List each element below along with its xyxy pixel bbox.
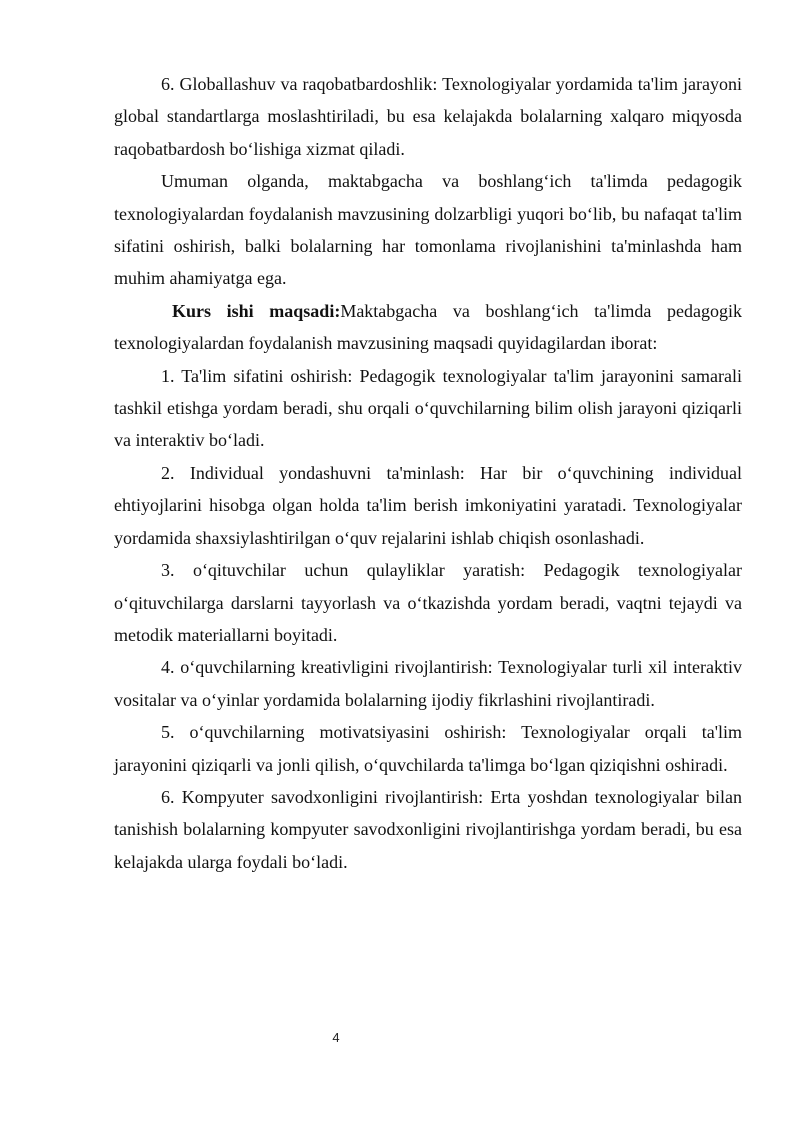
list-item-computer-literacy: 6. Kompyuter savodxonligini rivojlantirish: Erta yoshdan texnologiyalar bilan tanishish bolalarning kompyuter savodxonligini rivojlantirishga yordam beradi, bu esa kelajakda ularga foydali bo‘ladi. — [114, 786, 742, 872]
list-item-quality: 1. Ta'lim sifatini oshirish: Pedagogik texnologiyalar ta'lim jarayonini samarali tashkil etishga yordam beradi, shu orqali o‘quvchilarning bilim olish jarayoni qiziqarli va interaktiv bo‘ladi. — [114, 365, 742, 451]
paragraph-globalization: 6. Globallashuv va raqobatbardoshlik: Texnologiyalar yordamida ta'lim jarayoni global standartlarga moslashtiriladi, bu esa kelajakda bolalarning xalqaro miqyosda raqobatbardosh bo‘lishiga xizmat qiladi. — [114, 74, 742, 159]
course-goal-heading: Kurs ishi maqsadi: — [172, 300, 341, 321]
list-item-creativity: 4. o‘quvchilarning kreativligini rivojlantirish: Texnologiyalar turli xil interaktiv vositalar va o‘yinlar yordamida bolalarning ijodiy fikrlashini rivojlantiradi. — [114, 657, 742, 710]
list-item-motivation: 5. o‘quvchilarning motivatsiyasini oshirish: Texnologiyalar orqali ta'lim jarayonini qiziqarli va jonli qilish, o‘quvchilarda ta'limga bo‘lgan qiziqishni oshiradi. — [114, 722, 742, 775]
document-page — [114, 68, 742, 878]
paragraph-course-goal — [114, 295, 742, 360]
paragraph-summary: Umuman olganda, maktabgacha va boshlang‘ich ta'limda pedagogik texnologiyalardan foydalanish mavzusining dolzarbligi yuqori bo‘lib, bu nafaqat ta'lim sifatini oshirish, balki bolalarning har tomonlama rivojlanishini ta'minlashda ham muhim ahamiyatga ega. — [114, 171, 742, 289]
list-item-teachers: 3. o‘qituvchilar uchun qulayliklar yaratish: Pedagogik texnologiyalar o‘qituvchilarga darslarni tayyorlash va o‘tkazishda yordam beradi, vaqtni tejaydi va metodik materiallarni boyitadi. — [114, 560, 742, 645]
page-number: 4 — [332, 1030, 340, 1045]
list-item-individual: 2. Individual yondashuvni ta'minlash: Har bir o‘quvchining individual ehtiyojlarini hisobga olgan holda ta'lim berish imkoniyatini yaratadi. Texnologiyalar yordamida shaxsiylashtirilgan o‘quv rejalarini ishlab chiqish osonlashadi. — [114, 462, 742, 548]
course-goal-text: Maktabgacha va boshlang‘ich ta'limda pedagogik texnologiyalardan foydalanish mavzusining maqsadi quyidagilardan iborat: — [114, 300, 742, 354]
